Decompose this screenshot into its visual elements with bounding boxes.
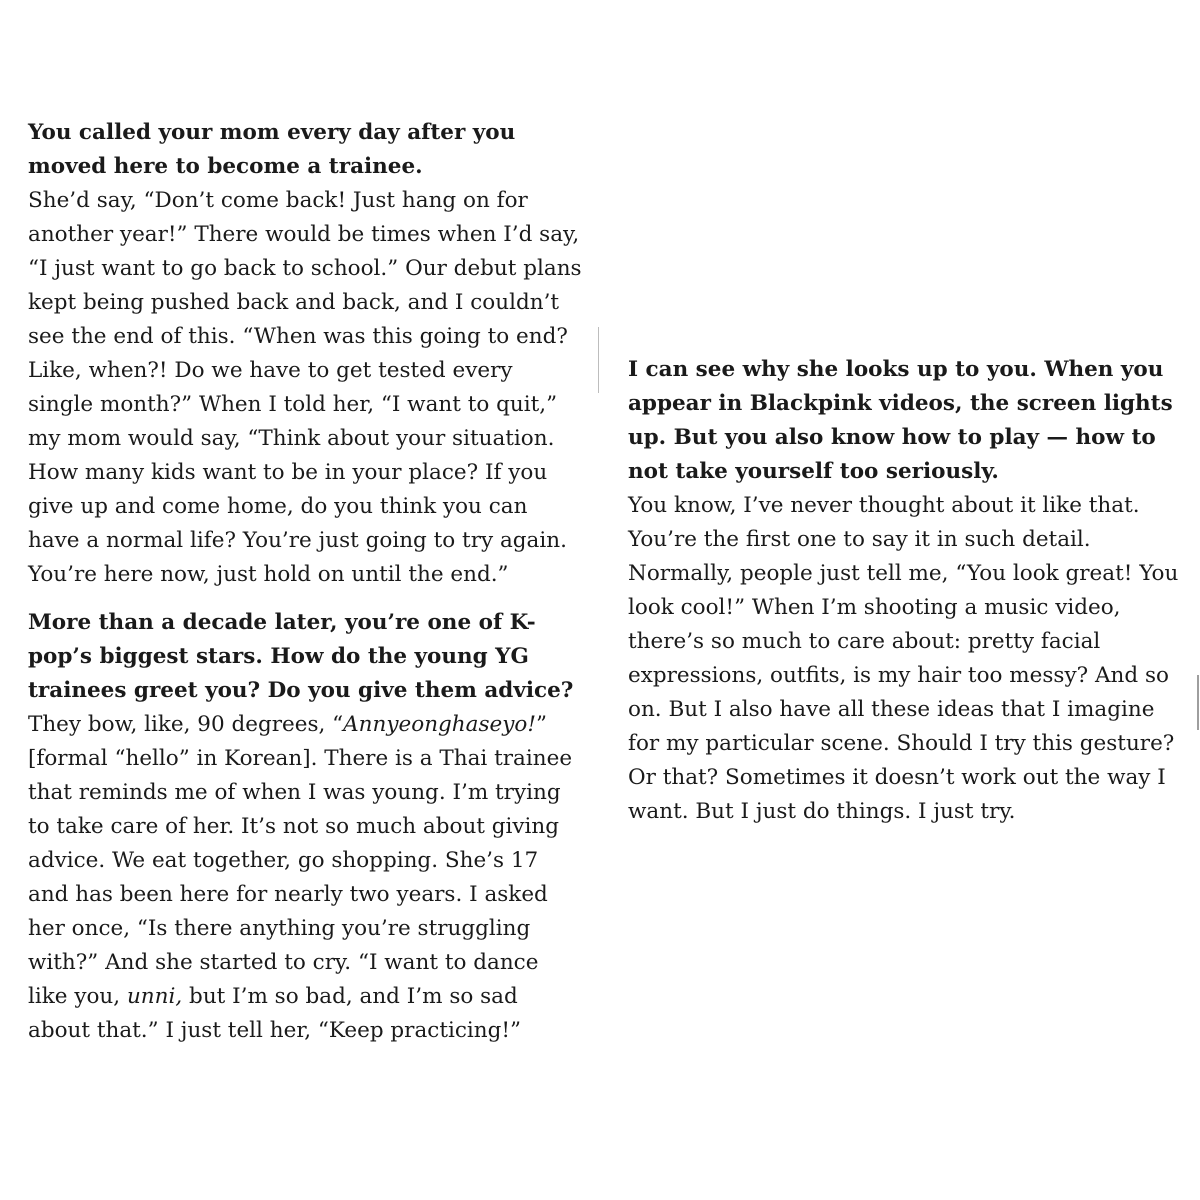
scrollbar-thumb[interactable] (1197, 675, 1199, 730)
article-left-column (28, 116, 584, 1048)
interview-answer-2 (28, 708, 584, 1048)
interview-answer-3: You know, I’ve never thought about it like that. You’re the first one to say it in such detail. Normally, people just tell me, “You look great! You look cool!” When I’m shooting a music video, there’s so much to care about: pretty facial expressions, outfits, is my hair too messy? And so on. But I also have all these ideas that I imagine for my particular scene. Should I try this gesture? Or that? Sometimes it doesn’t work out the way I want. But I just do things. I just try. (628, 493, 1179, 824)
column-divider (598, 327, 599, 393)
article-right-column (628, 353, 1180, 829)
answer-2-text-part-1: They bow, like, 90 degrees, “ (28, 712, 344, 737)
interview-answer-1: She’d say, “Don’t come back! Just hang on for another year!” There would be times when I’d say, “I just want to go back to school.” Our debut plans kept being pushed back and back, and I couldn’t see the end of this. “When was this going to end? Like, when?! Do we have to get tested every single month?” When I told her, “I want to quit,” my mom would say, “Think about your situation. How many kids want to be in your place? If you give up and come home, do you think you can have a normal life? You’re just going to try again. You’re here now, just hold on until the end.” (28, 188, 582, 587)
interview-question-1: You called your mom every day after you moved here to become a trainee. (28, 120, 516, 179)
answer-2-text-part-2: ” [formal “hello” in Korean]. There is a Thai trainee that reminds me of when I was young. I’m trying to take care of her. It’s not so much about giving advice. We eat together, go shopping. She’s 17 and has been here for nearly two years. I asked her once, “Is there anything you’re struggling with?” And she started to cry. “I want to dance like you, (28, 712, 573, 1009)
paragraph-gap (28, 592, 584, 606)
interview-question-3: I can see why she looks up to you. When you appear in Blackpink videos, the screen lights up. But you also know how to play — how to not take yourself too seriously. (628, 357, 1173, 484)
interview-question-2: More than a decade later, you’re one of K-pop’s biggest stars. How do the young YG trainees greet you? Do you give them advice? (28, 610, 574, 703)
answer-2-text-part-3: but I’m so bad, and I’m so sad about that.” I just tell her, “Keep practicing!” (28, 984, 521, 1043)
answer-2-italic-greeting: Annyeonghaseyo! (343, 712, 536, 737)
answer-2-italic-unni: unni, (126, 984, 183, 1009)
